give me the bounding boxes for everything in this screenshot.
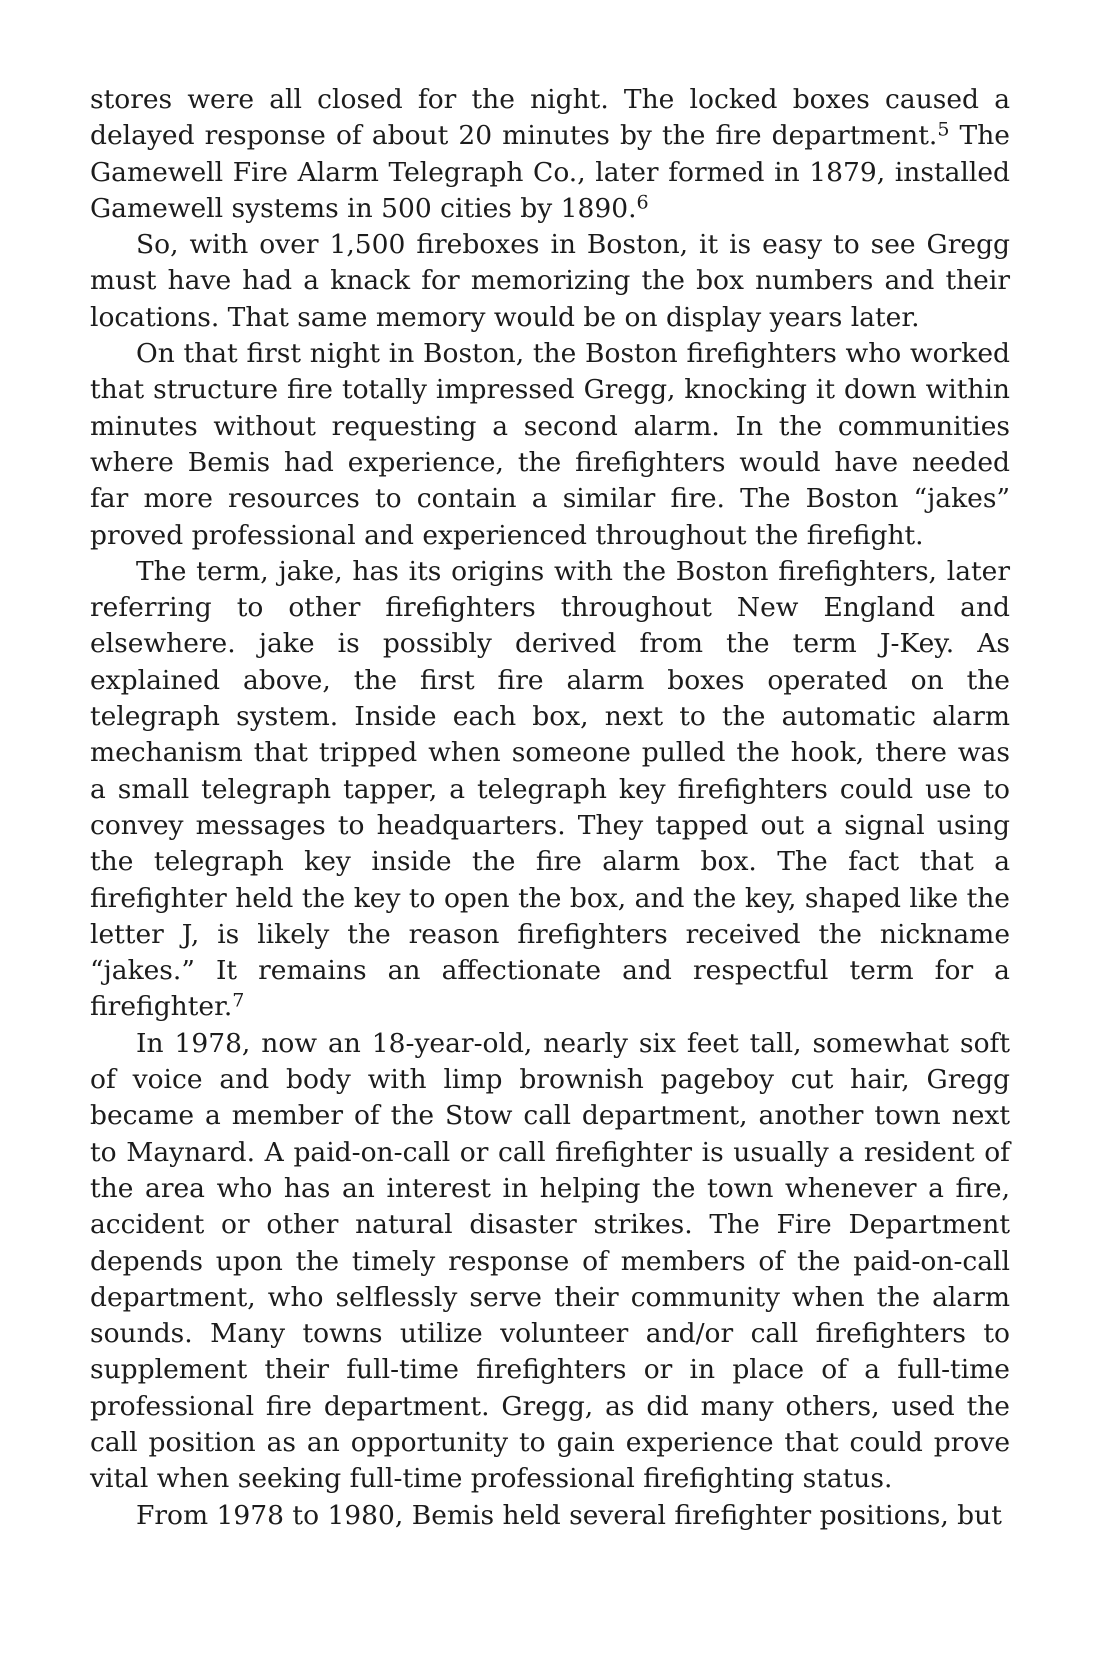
footnote-marker: 5 <box>937 118 950 141</box>
paragraph-5 <box>90 1026 1010 1498</box>
paragraph-text: From 1978 to 1980, Bemis held several firefighter positions, but <box>136 1499 1002 1531</box>
book-page-text <box>90 82 1010 1534</box>
paragraph-text: In 1978, now an 18-year-old, nearly six feet tall, somewhat soft of voice and body with limp brownish pageboy cut hair, Gregg became a member of the Stow call department, another town next to Maynard. A paid-on-call or call firefighter is usually a resident of the area who has an interest in helping the town whenever a fire, accident or other natural disaster strikes. The Fire Department depends upon the timely response of members of the paid-on-call department, who selflessly serve their community when the alarm sounds. Many towns utilize volunteer and/or call firefighters to supplement their full-time firefighters or in place of a full-time professional fire department. Gregg, as did many others, used the call position as an opportunity to gain experience that could prove vital when seeking full-time professional firefighting status. <box>90 1027 1010 1495</box>
paragraph-1 <box>90 82 1010 227</box>
footnote-marker: 7 <box>232 989 245 1012</box>
paragraph-3 <box>90 336 1010 554</box>
paragraph-4 <box>90 554 1010 1026</box>
paragraph-text: On that first night in Boston, the Boston firefighters who worked that structure fire totally impressed Gregg, knocking it down within minutes without requesting a second alarm. In the communities where Bemis had experience, the firefighters would have needed far more resources to contain a similar fire. The Boston “jakes” proved professional and experienced throughout the firefight. <box>90 338 1010 551</box>
footnote-marker: 6 <box>636 191 649 214</box>
paragraph-6 <box>90 1498 1010 1534</box>
paragraph-text: The Gamewell Fire Alarm Telegraph Co., later formed in 1879, installed Gamewell systems in 500 cities by 1890. <box>90 120 1010 224</box>
paragraph-text: So, with over 1,500 fireboxes in Boston, it is easy to see Gregg must have had a knack for memorizing the box numbers and their locations. That same memory would be on display years later. <box>90 229 1010 333</box>
paragraph-text: stores were all closed for the night. The locked boxes caused a delayed response of about 20 minutes by the fire department. <box>90 84 1010 152</box>
paragraph-2 <box>90 227 1010 336</box>
paragraph-text: The term, jake, has its origins with the Boston firefighters, later referring to other firefighters throughout New England and elsewhere. jake is possibly derived from the term J-Key. As explained above, the first fire alarm boxes operated on the telegraph system. Inside each box, next to the automatic alarm mechanism that tripped when someone pulled the hook, there was a small telegraph tapper, a telegraph key firefighters could use to convey messages to headquarters. They tapped out a signal using the telegraph key inside the fire alarm box. The fact that a firefighter held the key to open the box, and the key, shaped like the letter J, is likely the reason firefighters received the nickname “jakes.” It remains an affectionate and respectful term for a firefighter. <box>90 555 1010 1023</box>
